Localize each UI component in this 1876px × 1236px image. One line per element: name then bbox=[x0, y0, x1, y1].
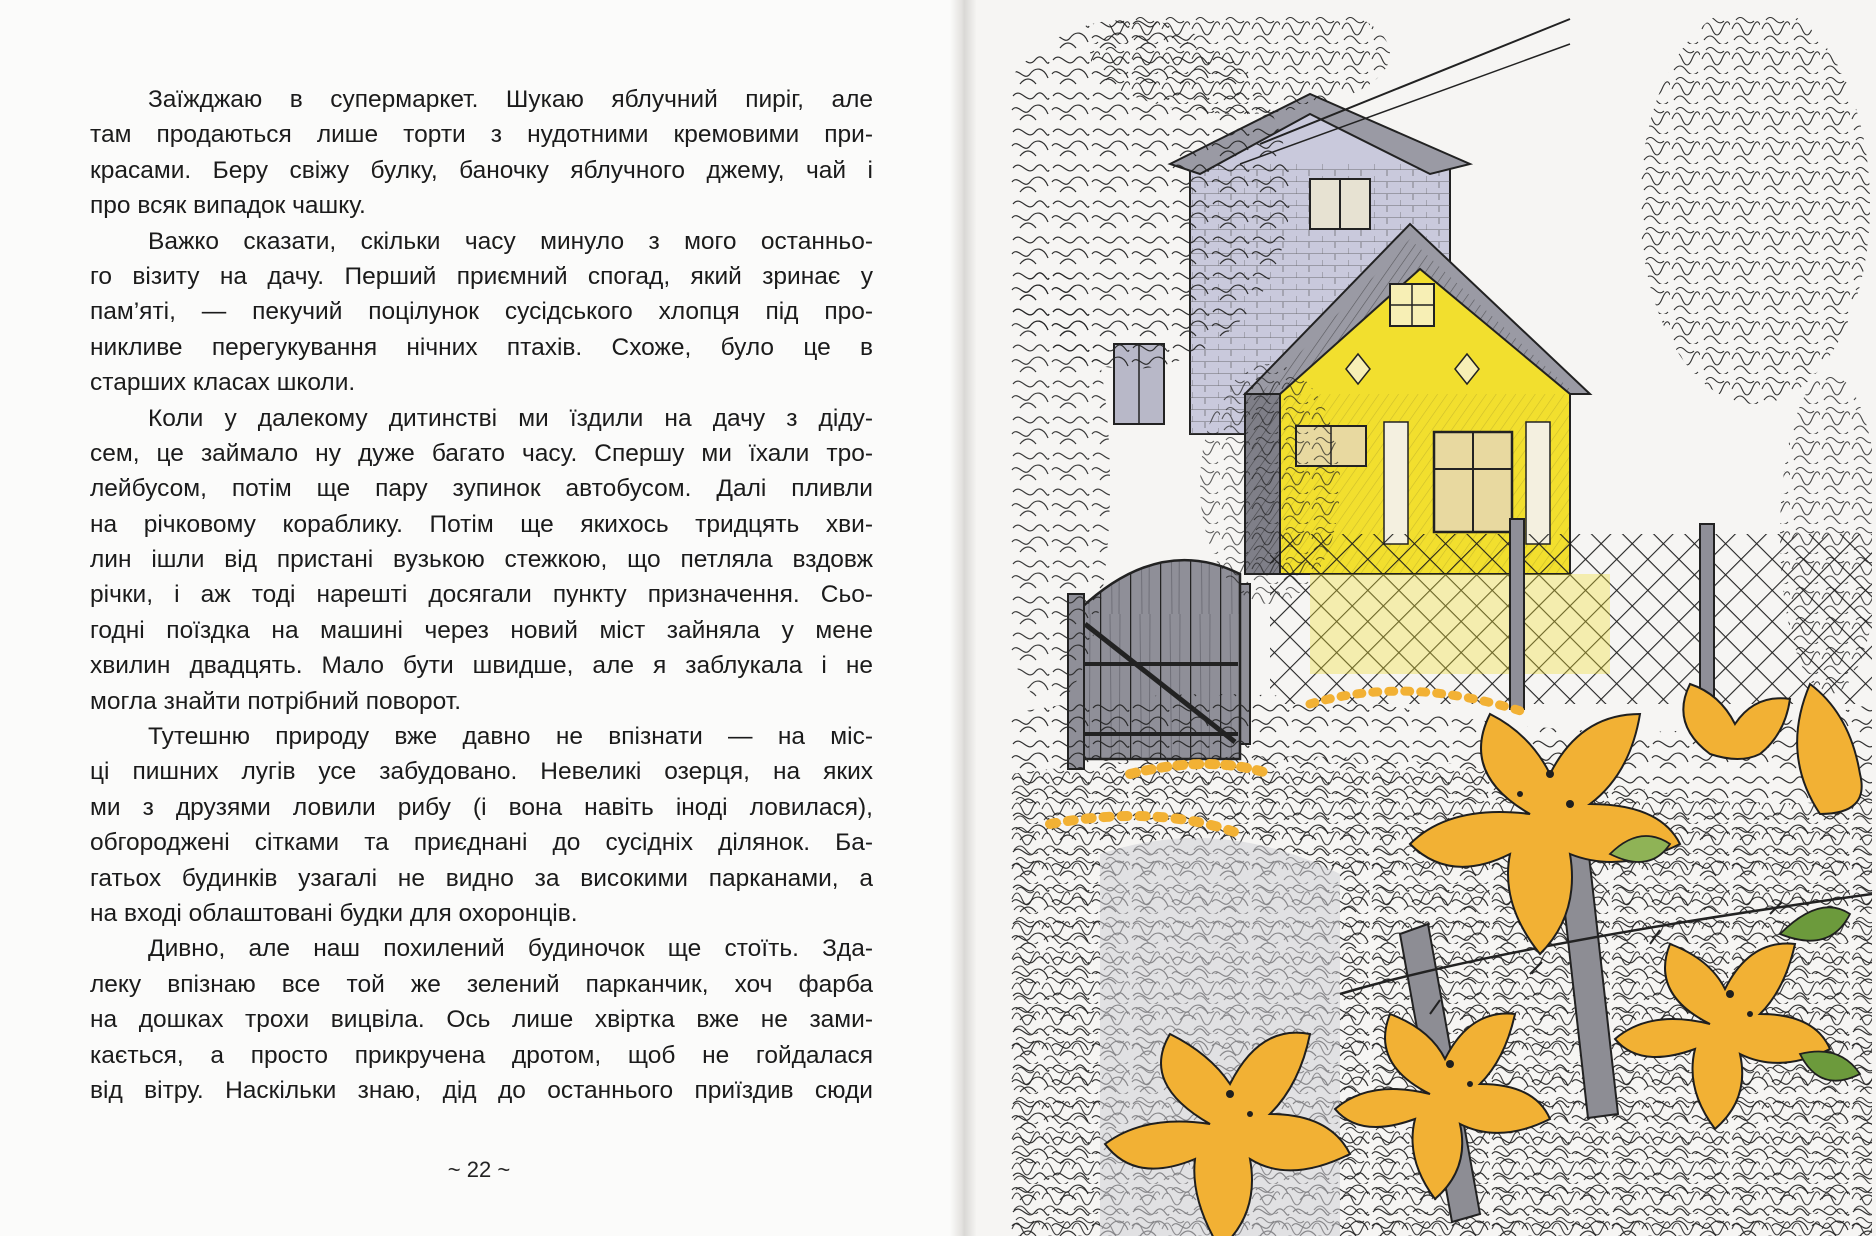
text-line: го візиту на дачу. Перший приємний спогад, який зринає у bbox=[90, 262, 873, 290]
text-line: Важко сказати, скільки часу минуло з мого останньо- bbox=[148, 227, 873, 255]
text-line: ми з друзями ловили рибу (і вона навіть іноді ловилася), bbox=[90, 793, 873, 821]
text-line: від вітру. Наскільки знаю, дід до останнього приїздив сюди bbox=[90, 1076, 873, 1104]
text-line: могла знайти потрібний поворот. bbox=[90, 687, 462, 715]
body-text bbox=[90, 82, 873, 1108]
text-line: хвилин двадцять. Мало бути швидше, але я заблукала і не bbox=[90, 652, 873, 680]
text-line: Тутешню природу вже давно не впізнати — на міс- bbox=[148, 723, 873, 751]
text-line: лейбусом, потім ще пару зупинок автобусом. Далі пливли bbox=[90, 475, 873, 503]
text-line: про всяк випадок чашку. bbox=[90, 192, 366, 220]
book-gutter bbox=[950, 0, 976, 1236]
text-line: Заїжджаю в супермаркет. Шукаю яблучний пиріг, але bbox=[148, 86, 873, 113]
text-line: на вході облаштовані будки для охоронців. bbox=[90, 899, 578, 927]
text-line: на дошках трохи вицвіла. Ось лише хвіртка вже не зами- bbox=[90, 1006, 873, 1034]
text-line: Дивно, але наш похилений будиночок ще стоїть. Зда- bbox=[148, 935, 873, 963]
text-line: ці пишних лугів усе забудовано. Невеликі озерця, на яких bbox=[90, 758, 873, 786]
text-line: Коли у далекому дитинстві ми їздили на дачу з діду- bbox=[148, 404, 873, 432]
text-line: сем, це займало ну дуже багато часу. Спершу ми їхали тро- bbox=[90, 439, 873, 467]
text-line: гатьох будинків узагалі не видно за високими парканами, а bbox=[90, 864, 873, 892]
text-line: леку впізнаю все той же зелений парканчик, хоч фарба bbox=[90, 970, 873, 998]
page-number: ~ 22 ~ bbox=[447, 1157, 511, 1182]
text-line: пам’яті, — пекучий поцілунок сусідського хлопця під про- bbox=[90, 298, 873, 326]
house-garden-illustration bbox=[1010, 14, 1872, 1236]
text-line: там продаються лише торти з нудотними кремовими при- bbox=[90, 121, 873, 149]
text-line: на річковому кораблику. Потім ще якихось тридцять хви- bbox=[90, 510, 873, 538]
text-line: старших класах школи. bbox=[90, 369, 356, 397]
text-line: красами. Беру свіжу булку, баночку яблучного джему, чай і bbox=[90, 156, 873, 184]
text-line: лин ішли від пристані вузькою стежкою, що петляла вздовж bbox=[90, 546, 873, 574]
text-line: никливе перегукування нічних птахів. Схоже, було це в bbox=[90, 333, 873, 361]
text-line: річки, і аж тоді нарешті досягали пункту призначення. Сьо- bbox=[90, 581, 873, 609]
text-line: годні поїздка на машині через новий міст зайняла у мене bbox=[90, 616, 873, 644]
text-line: кається, а просто прикручена дротом, щоб не гойдалася bbox=[90, 1041, 873, 1069]
text-line: обгороджені сітками та приєднані до сусідніх ділянок. Ба- bbox=[90, 829, 873, 857]
